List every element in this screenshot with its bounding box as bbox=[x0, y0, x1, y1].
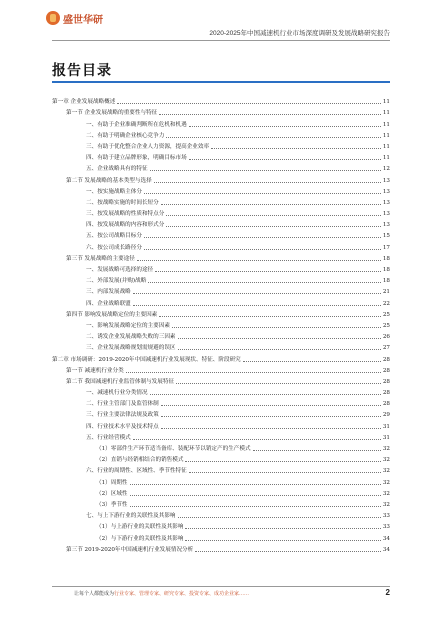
toc-entry-page: 31 bbox=[382, 423, 390, 430]
toc-leader-dots bbox=[253, 450, 381, 451]
toc-entry-title: 四、有助于建立品牌形象，明确目标市场 bbox=[86, 155, 187, 162]
toc-entry-page: 28 bbox=[382, 378, 390, 385]
toc-entry[interactable] bbox=[52, 284, 390, 295]
toc-entry-page: 13 bbox=[382, 188, 390, 195]
slogan-roles: 行业专家、管理专家、研究专家、投资专家、成功企业家…… bbox=[114, 591, 250, 597]
toc-entry-title: 二、有助于明确企业核心竞争力 bbox=[86, 132, 165, 139]
toc-entry[interactable] bbox=[52, 172, 390, 183]
toc-entry-page: 17 bbox=[382, 244, 390, 251]
toc-leader-dots bbox=[189, 159, 381, 160]
toc-leader-dots bbox=[130, 495, 381, 496]
toc-entry-page: 28 bbox=[382, 401, 390, 408]
toc-entry[interactable] bbox=[52, 116, 390, 127]
toc-entry-title: 一、按实施战略主体分 bbox=[86, 188, 142, 195]
toc-entry-title: （1）零部件生产环节适当备库、装配环节以销定产的生产模式 bbox=[96, 446, 251, 452]
toc-entry-title: 一、减速机行业分类情况 bbox=[86, 390, 148, 397]
toc-entry-page: 33 bbox=[382, 513, 390, 520]
toc-leader-dots bbox=[211, 148, 381, 149]
toc-entry-title: 第三节 发展战略的主要途径 bbox=[66, 255, 135, 262]
toc-entry-title: 三、企业发展战略规划需规避的误区 bbox=[86, 345, 176, 352]
toc-entry[interactable] bbox=[52, 105, 390, 116]
toc-entry-title: 一、发展战略可选择的途径 bbox=[86, 267, 154, 273]
toc-entry-page: 29 bbox=[382, 412, 390, 419]
toc-entry[interactable] bbox=[52, 374, 390, 385]
toc-entry-page: 25 bbox=[382, 322, 390, 329]
toc-leader-dots bbox=[185, 461, 380, 462]
toc-entry[interactable] bbox=[52, 519, 390, 530]
toc-entry[interactable] bbox=[52, 217, 390, 228]
toc-entry[interactable] bbox=[52, 418, 390, 429]
footer-slogan bbox=[74, 590, 249, 597]
toc-entry-title: 四、行业技术水平及技术特点 bbox=[86, 423, 159, 430]
toc-entry-title: 二、按战略实施的时间长短分 bbox=[86, 199, 159, 206]
toc-entry-page: 11 bbox=[382, 99, 390, 106]
toc-leader-dots bbox=[144, 237, 381, 238]
toc-entry-page: 32 bbox=[382, 457, 390, 464]
toc-entry-title: 第二章 市场调研：2019-2020年中国减速机行业发展现状、特征、阶段研究 bbox=[52, 356, 241, 363]
title-divider bbox=[52, 81, 390, 83]
toc-entry[interactable] bbox=[52, 262, 390, 273]
logo-icon bbox=[46, 11, 60, 25]
toc-entry-title: 二、外部发展(并购)战略 bbox=[86, 278, 147, 285]
toc-entry-page: 13 bbox=[382, 199, 390, 206]
toc-leader-dots bbox=[159, 114, 381, 115]
toc-entry-page: 33 bbox=[382, 524, 390, 531]
toc-leader-dots bbox=[166, 137, 381, 138]
toc-leader-dots bbox=[161, 204, 381, 205]
toc-entry-title: 第一节 减速机行业分类 bbox=[66, 367, 124, 374]
toc-entry-title: （1）与上游行业的关联性及其影响 bbox=[96, 524, 184, 531]
toc-leader-dots bbox=[133, 305, 381, 306]
toc-entry-page: 28 bbox=[382, 367, 390, 374]
toc-leader-dots bbox=[185, 528, 380, 529]
toc-leader-dots bbox=[161, 405, 381, 406]
toc-entry-page: 28 bbox=[382, 390, 390, 397]
logo-text: 盛世华研 bbox=[63, 14, 103, 26]
toc-entry-page: 28 bbox=[382, 356, 390, 363]
toc-entry-page: 18 bbox=[382, 267, 390, 273]
toc-entry-page: 31 bbox=[382, 434, 390, 441]
toc-entry-title: 三、行业主要法律法规及政策 bbox=[86, 412, 159, 419]
toc-entry-title: 五、行业经营模式 bbox=[86, 434, 131, 441]
toc-entry[interactable] bbox=[52, 251, 390, 262]
toc-entry-title: 三、按发展战略的性质和特点分 bbox=[86, 211, 165, 218]
toc-leader-dots bbox=[159, 316, 381, 317]
toc-leader-dots bbox=[166, 226, 381, 227]
toc-entry-page: 22 bbox=[382, 300, 390, 307]
toc-leader-dots bbox=[178, 517, 381, 518]
toc-entry[interactable] bbox=[52, 452, 390, 463]
toc-leader-dots bbox=[195, 551, 381, 552]
toc-leader-dots bbox=[166, 215, 381, 216]
toc-entry[interactable] bbox=[52, 441, 390, 452]
toc-entry-title: 六、行业的周期性、区域性、季节性特征 bbox=[86, 468, 187, 475]
toc-entry[interactable] bbox=[52, 206, 390, 217]
toc-leader-dots bbox=[178, 338, 381, 339]
toc-entry-page: 11 bbox=[382, 143, 390, 150]
toc-entry-page: 32 bbox=[382, 490, 390, 497]
report-title: 2020-2025年中国减速机行业市场深度调研及发展战略研究报告 bbox=[209, 30, 390, 37]
header-divider bbox=[52, 40, 390, 41]
toc-entry-title: （1）周期性 bbox=[96, 479, 128, 486]
toc-entry-title: （3）季节性 bbox=[96, 501, 128, 508]
toc-leader-dots bbox=[133, 293, 381, 294]
toc-leader-dots bbox=[161, 416, 381, 417]
toc-entry[interactable] bbox=[52, 239, 390, 250]
toc-entry-title: 一、影响发展战略定位的主要因素 bbox=[86, 322, 170, 329]
toc-entry[interactable] bbox=[52, 184, 390, 195]
toc-leader-dots bbox=[185, 540, 380, 541]
toc-entry[interactable] bbox=[52, 273, 390, 284]
toc-entry[interactable] bbox=[52, 295, 390, 306]
toc-entry-title: （2）直销与经销相结合的销售模式 bbox=[96, 457, 184, 464]
toc-entry-title: 第一节 企业发展战略的重要性与特征 bbox=[66, 110, 158, 117]
slogan-prefix: 让每个人都能成为 bbox=[74, 591, 115, 597]
toc-entry-page: 34 bbox=[382, 535, 390, 542]
toc-entry-title: （2）与下游行业的关联性及其影响 bbox=[96, 535, 184, 542]
toc-entry[interactable] bbox=[52, 318, 390, 329]
toc-leader-dots bbox=[148, 282, 381, 283]
toc-entry-page: 13 bbox=[382, 211, 390, 218]
toc-entry-title: 五、按公司战略目标分 bbox=[86, 233, 142, 240]
toc-entry[interactable] bbox=[52, 161, 390, 172]
toc-entry[interactable] bbox=[52, 474, 390, 485]
toc-leader-dots bbox=[189, 472, 381, 473]
toc-entry-page: 32 bbox=[382, 479, 390, 486]
toc-entry-title: 三、有助于优化整合企业人力资源，提高企业效率 bbox=[86, 143, 210, 150]
toc-entry[interactable] bbox=[52, 396, 390, 407]
toc-entry[interactable] bbox=[52, 486, 390, 497]
toc-entry-title: 第二节 我国减速机行业监管体制与发展特征 bbox=[66, 378, 175, 385]
table-of-contents bbox=[52, 94, 390, 553]
toc-entry-page: 11 bbox=[382, 110, 390, 117]
toc-entry[interactable] bbox=[52, 508, 390, 519]
toc-entry[interactable] bbox=[52, 150, 390, 161]
toc-entry[interactable] bbox=[52, 407, 390, 418]
toc-entry-page: 26 bbox=[382, 334, 390, 341]
toc-entry-page: 21 bbox=[382, 289, 390, 296]
toc-entry-page: 32 bbox=[382, 446, 390, 452]
toc-entry[interactable] bbox=[52, 195, 390, 206]
toc-entry-page: 27 bbox=[382, 345, 390, 352]
toc-leader-dots bbox=[150, 394, 381, 395]
toc-leader-dots bbox=[137, 260, 381, 261]
toc-entry-title: 五、企业战略具有的特征 bbox=[86, 166, 148, 173]
toc-leader-dots bbox=[161, 428, 381, 429]
toc-leader-dots bbox=[189, 126, 381, 127]
toc-leader-dots bbox=[144, 193, 381, 194]
toc-entry-title: 二、诱发企业发展战略失败的三因素 bbox=[86, 334, 176, 341]
toc-entry-title: 四、企业战略联盟 bbox=[86, 300, 131, 307]
toc-entry-title: （2）区域性 bbox=[96, 490, 128, 497]
toc-leader-dots bbox=[154, 182, 381, 183]
toc-leader-dots bbox=[133, 439, 381, 440]
toc-entry-page: 13 bbox=[382, 222, 390, 229]
toc-entry[interactable] bbox=[52, 139, 390, 150]
toc-entry[interactable] bbox=[52, 128, 390, 139]
toc-leader-dots bbox=[155, 271, 381, 272]
toc-leader-dots bbox=[130, 506, 381, 507]
toc-entry[interactable] bbox=[52, 94, 390, 105]
toc-entry-page: 11 bbox=[382, 121, 390, 128]
toc-entry-title: 第一章 企业发展战略概述 bbox=[52, 99, 116, 106]
toc-entry[interactable] bbox=[52, 307, 390, 318]
toc-leader-dots bbox=[150, 170, 381, 171]
toc-entry-page: 11 bbox=[382, 132, 390, 139]
toc-leader-dots bbox=[243, 361, 381, 362]
toc-entry[interactable] bbox=[52, 385, 390, 396]
toc-leader-dots bbox=[130, 484, 381, 485]
toc-entry[interactable] bbox=[52, 363, 390, 374]
toc-entry-title: 七、与上下游行业的关联性及其影响 bbox=[86, 513, 176, 520]
toc-entry-page: 25 bbox=[382, 311, 390, 318]
toc-entry[interactable] bbox=[52, 463, 390, 474]
footer-divider bbox=[52, 586, 390, 587]
toc-entry-page: 15 bbox=[382, 233, 390, 240]
toc-entry-page: 32 bbox=[382, 468, 390, 475]
toc-leader-dots bbox=[117, 103, 381, 104]
toc-leader-dots bbox=[178, 349, 381, 350]
toc-entry-page: 12 bbox=[382, 166, 390, 173]
toc-entry-title: 一、有助于企业准确判断所在危机和机遇 bbox=[86, 121, 187, 128]
toc-entry-title: 二、行业主管部门及监管体制 bbox=[86, 401, 159, 408]
toc-entry[interactable] bbox=[52, 340, 390, 351]
toc-entry[interactable] bbox=[52, 530, 390, 541]
toc-entry-title: 三、内部发展战略 bbox=[86, 289, 131, 296]
toc-entry[interactable] bbox=[52, 542, 390, 553]
toc-entry-page: 11 bbox=[382, 155, 390, 162]
toc-leader-dots bbox=[144, 249, 381, 250]
toc-entry-page: 34 bbox=[382, 546, 390, 553]
page-title: 报告目录 bbox=[52, 62, 112, 78]
toc-entry-title: 四、按发展战略的内容和形式分 bbox=[86, 222, 165, 229]
toc-entry-page: 18 bbox=[382, 278, 390, 285]
toc-entry-page: 13 bbox=[382, 177, 390, 184]
toc-entry-title: 第四节 影响发展战略定位的主要因素 bbox=[66, 311, 158, 318]
toc-entry-title: 第三节 2019-2020年中国减速机行业发展情况分析 bbox=[66, 546, 194, 553]
toc-leader-dots bbox=[172, 327, 381, 328]
toc-entry[interactable] bbox=[52, 228, 390, 239]
toc-entry[interactable] bbox=[52, 497, 390, 508]
toc-entry-page: 18 bbox=[382, 255, 390, 262]
toc-entry-title: 六、按公司成长路径分 bbox=[86, 244, 142, 251]
toc-entry[interactable] bbox=[52, 351, 390, 362]
brand-logo bbox=[46, 8, 106, 28]
toc-entry-title: 第二节 发展战略的基本类型与选择 bbox=[66, 177, 152, 184]
toc-entry[interactable] bbox=[52, 430, 390, 441]
toc-leader-dots bbox=[176, 383, 381, 384]
toc-leader-dots bbox=[126, 372, 381, 373]
page-number: 2 bbox=[385, 588, 390, 597]
toc-entry[interactable] bbox=[52, 329, 390, 340]
toc-entry-page: 32 bbox=[382, 501, 390, 508]
